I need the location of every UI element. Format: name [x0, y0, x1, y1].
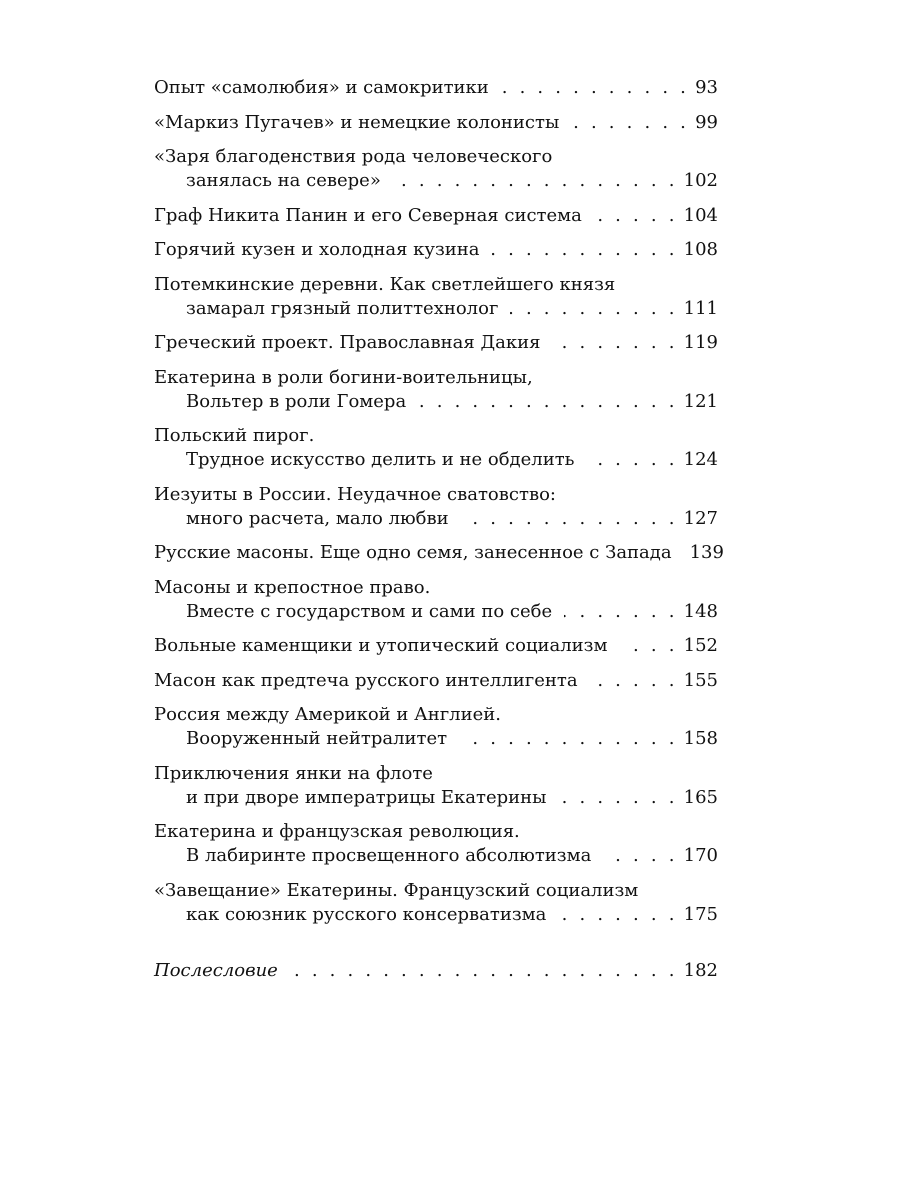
dot-leader: [461, 507, 678, 531]
toc-title-text: Масоны и крепостное право.: [154, 576, 431, 598]
dot-leader: [590, 669, 678, 693]
toc-title-text: Русские масоны. Еще одно семя, занесенное с Запада: [154, 542, 672, 563]
toc-line: [154, 762, 718, 786]
dot-leader: [418, 390, 677, 414]
toc-title-text: Граф Никита Панин и его Северная система: [154, 204, 582, 226]
toc-line: [154, 331, 718, 355]
toc-line: [154, 600, 718, 624]
toc-line: [154, 844, 718, 868]
toc-entry: [154, 762, 718, 810]
toc-line: [154, 820, 718, 844]
toc-title-text: Вольные каменщики и утопический социализм: [154, 635, 608, 656]
toc-title-text: занялась на севере»: [186, 170, 381, 191]
dot-leader: [571, 111, 689, 135]
toc-line: [154, 727, 718, 751]
toc-entry: [154, 76, 718, 100]
toc-title-text: Опыт «самолюбия» и самокритики: [154, 77, 489, 98]
toc-entry-afterword: [154, 959, 718, 983]
dot-leader: [510, 297, 677, 321]
toc-title-text: Екатерина в роли богини-воительницы,: [154, 366, 533, 388]
toc-entry: [154, 483, 718, 531]
toc-entry: [154, 576, 718, 624]
toc-title-text: Вместе с государством и сами по себе: [186, 600, 553, 622]
toc-line: [154, 669, 718, 693]
dot-leader: [620, 634, 678, 658]
dot-leader: [594, 204, 678, 228]
dot-leader: [459, 727, 678, 751]
dot-leader: [603, 844, 677, 868]
toc-line: [154, 576, 718, 600]
toc-entry: [154, 111, 718, 135]
page-number: 121: [683, 390, 718, 412]
page-number: 158: [683, 728, 718, 749]
toc-entry: [154, 331, 718, 355]
toc-line: [154, 169, 718, 193]
page-number: 170: [683, 845, 718, 866]
toc-line: [154, 424, 718, 448]
toc-title-text: Горячий кузен и холодная кузина: [154, 239, 480, 260]
toc-line: [154, 204, 718, 228]
toc-title-text: «Завещание» Екатерины. Французский социализм: [154, 879, 639, 901]
toc-entry: [154, 669, 718, 693]
toc-entry: [154, 879, 718, 927]
page-number: 104: [683, 204, 718, 226]
dot-leader: [586, 448, 677, 472]
toc-title-text: Потемкинские деревни. Как светлейшего князя: [154, 273, 616, 295]
page-number: 139: [689, 542, 724, 563]
toc-line: [154, 959, 718, 983]
toc-line: [154, 448, 718, 472]
toc-line: [154, 145, 718, 169]
toc-entry: [154, 273, 718, 321]
toc-title-text: Россия между Америкой и Англией.: [154, 704, 501, 725]
dot-leader: [558, 903, 677, 927]
page-number: 93: [695, 77, 718, 98]
toc-line: [154, 634, 718, 658]
page-number: 182: [683, 959, 718, 981]
toc-entry: [154, 703, 718, 751]
toc-title-text: Трудное искусство делить и не обделить: [186, 449, 575, 470]
toc-title-text: как союзник русского консерватизма: [186, 903, 547, 925]
page-number: 148: [683, 600, 718, 622]
page-number: 152: [683, 635, 718, 656]
toc-entry: [154, 424, 718, 472]
toc-entry: [154, 145, 718, 193]
toc-entry: [154, 820, 718, 868]
toc-title-text: Масон как предтеча русского интеллигента: [154, 669, 578, 691]
toc-line: [154, 238, 718, 262]
toc-entry: [154, 238, 718, 262]
page-number: 99: [695, 111, 718, 133]
dot-leader: [290, 959, 678, 983]
toc-title-text: В лабиринте просвещенного абсолютизма: [186, 845, 592, 866]
toc-title-text: Екатерина и французская революция.: [154, 821, 520, 842]
page-number: 111: [683, 297, 718, 319]
toc-line: [154, 111, 718, 135]
dot-leader: [558, 786, 677, 810]
toc-line: [154, 76, 718, 100]
page-number: 102: [683, 170, 718, 191]
page-number: 155: [683, 669, 718, 691]
toc-line: [154, 366, 718, 390]
toc-entry: [154, 204, 718, 228]
toc-title-text: Приключения янки на флоте: [154, 762, 433, 784]
page-number: 165: [683, 786, 718, 808]
dot-leader: [501, 76, 689, 100]
toc-line: [154, 541, 724, 565]
toc-entry: [154, 366, 718, 414]
toc-title-text: и при дворе императрицы Екатерины: [186, 786, 547, 808]
page-number: 124: [683, 449, 718, 470]
toc-entry: [154, 541, 724, 565]
toc-title-text: много расчета, мало любви: [186, 507, 449, 529]
page-number: 175: [683, 903, 718, 925]
toc-line: [154, 273, 718, 297]
page-number: 127: [683, 507, 718, 529]
toc-line: [154, 483, 718, 507]
toc-title-text: Послесловие: [154, 959, 278, 981]
toc-line: [154, 903, 718, 927]
table-of-contents: [154, 76, 724, 993]
toc-line: [154, 507, 718, 531]
toc-title-text: замарал грязный политтехнолог: [186, 297, 499, 319]
dot-leader: [552, 331, 677, 355]
toc-title-text: «Заря благоденствия рода человеческого: [154, 146, 553, 167]
toc-title-text: «Маркиз Пугачев» и немецкие колонисты: [154, 111, 560, 133]
page-number: 119: [683, 332, 718, 353]
toc-title-text: Иезуиты в России. Неудачное сватовство:: [154, 483, 556, 505]
toc-line: [154, 703, 718, 727]
dot-leader: [492, 238, 678, 262]
toc-entry: [154, 634, 718, 658]
dot-leader: [393, 169, 678, 193]
toc-line: [154, 390, 718, 414]
toc-title-text: Польский пирог.: [154, 425, 315, 446]
toc-line: [154, 297, 718, 321]
toc-line: [154, 879, 718, 903]
toc-line: [154, 786, 718, 810]
toc-title-text: Греческий проект. Православная Дакия: [154, 332, 541, 353]
page-number: 108: [683, 239, 718, 260]
toc-title-text: Вооруженный нейтралитет: [186, 728, 448, 749]
dot-leader: [564, 600, 678, 624]
toc-title-text: Вольтер в роли Гомера: [186, 390, 407, 412]
